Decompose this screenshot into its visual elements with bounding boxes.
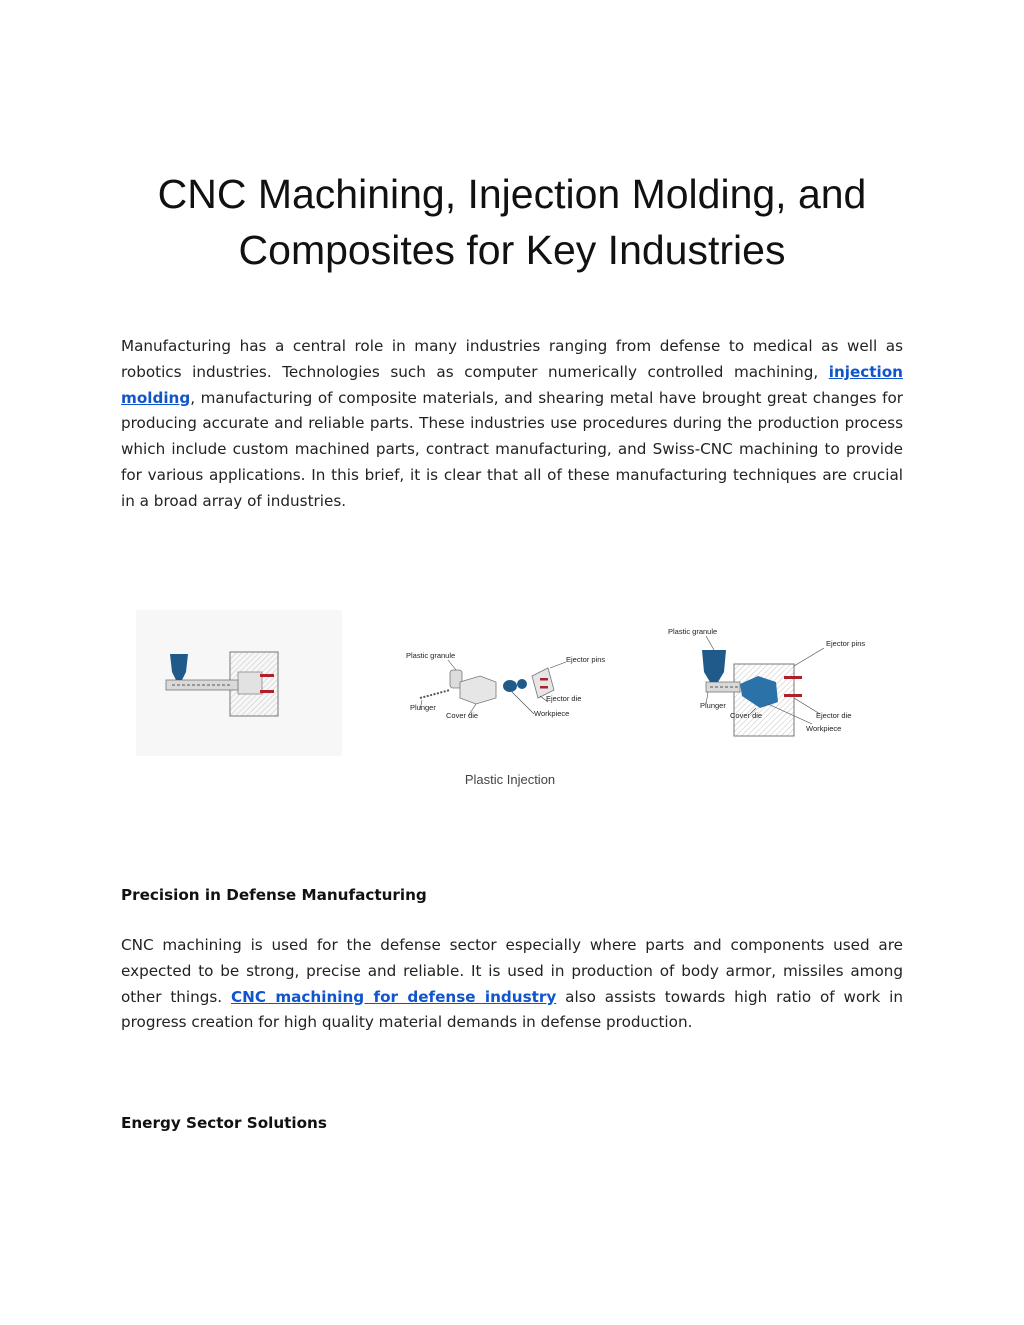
plastic-injection-figure (130, 606, 890, 796)
intro-text-2: , manufacturing of composite materials, and shearing metal have brought great changes for producing accurate and reliable parts. These industries use procedures during the production process which include custom machined parts, contract manufacturing, and Swiss-CNC machining to provide for various applications. In this brief, it is clear that all of these manufacturing techniques are crucial in a broad array of industries. (121, 388, 903, 510)
section-heading-defense: Precision in Defense Manufacturing (121, 886, 427, 904)
label-cover-die-2: Cover die (446, 711, 479, 720)
intro-paragraph (121, 334, 903, 515)
defense-paragraph (121, 933, 903, 1036)
cnc-defense-link[interactable]: CNC machining for defense industry (231, 987, 557, 1006)
label-ejector-die-2: Ejector die (546, 694, 582, 703)
label-plunger-2: Plunger (410, 703, 436, 712)
injection-diagrams (130, 606, 890, 766)
injection-exploded-diagram (406, 651, 605, 720)
defense-text-2: also assists towards high ratio of work in progress creation for high quality material demands in defense production. (121, 987, 903, 1032)
label-ejector-die-3: Ejector die (816, 711, 852, 720)
label-workpiece-3: Workpiece (806, 724, 842, 733)
defense-text-1: CNC machining is used for the defense sector especially where parts and components used are expected to be strong, precise and reliable. It is used in production of body armor, missiles among other things. (121, 936, 903, 1006)
figure-caption: Plastic Injection (464, 772, 556, 787)
section-heading-energy: Energy Sector Solutions (121, 1114, 327, 1132)
label-workpiece-2: Workpiece (534, 709, 570, 718)
label-plastic-granule-3: Plastic granule (668, 627, 718, 636)
label-plunger-3: Plunger (700, 701, 726, 710)
label-ejector-pins-2: Ejector pins (566, 655, 606, 664)
intro-text-1: Manufacturing has a central role in many industries ranging from defense to medical as well as robotics industries. Technologies such as computer numerically controlled machining, (121, 337, 903, 381)
label-ejector-pins-3: Ejector pins (826, 639, 866, 648)
injection-molding-link[interactable]: injection molding (121, 362, 903, 407)
injection-machine-diagram-3 (668, 627, 865, 736)
injection-machine-diagram-1 (136, 610, 342, 756)
page-title: CNC Machining, Injection Molding, and Composites for Key Industries (157, 171, 867, 273)
label-plastic-granule-2: Plastic granule (406, 651, 456, 660)
label-cover-die-3: Cover die (730, 711, 763, 720)
